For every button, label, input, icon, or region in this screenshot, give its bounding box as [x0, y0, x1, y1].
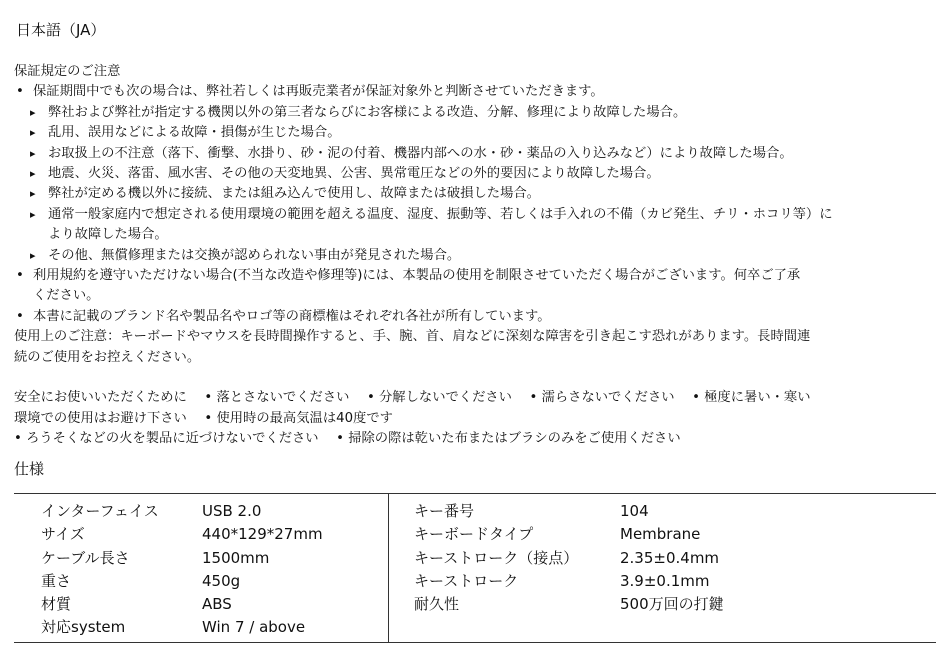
spec-value: Membrane [620, 525, 701, 544]
language-heading: 日本語（JA） [16, 21, 106, 39]
spec-right-labels [414, 500, 578, 616]
spec-value: ABS [202, 595, 232, 614]
warranty-sub-item: ▸ 通常一般家庭内で想定される使用環境の範囲を超える温度、湿度、振動等、若しくは手入れの不備（カビ発生、チリ・ホコリ等）に [14, 205, 939, 225]
spec-label: 材質 [41, 595, 72, 614]
spec-value: 2.35±0.4mm [620, 548, 720, 567]
spec-right-values [620, 500, 724, 616]
safety-line-1: 安全にお使いいただくために • 落とさないでください • 分解しないでください • 濡らさないでください • 極度に暑い・寒い [14, 390, 811, 406]
safety-line-2: 環境での使用はお避け下さい • 使用時の最高気温は40度です [14, 410, 393, 426]
spec-label: キーストローク（接点） [414, 548, 579, 567]
warranty-sub-item: ▸ お取扱上の不注意（落下、衝撃、水掛り、砂・泥の付着、機器内部への水・砂・薬品の入り込みなど）により故障した場合。 [14, 144, 939, 164]
usage-caution-line-1: 使用上のご注意：キーボードやマウスを長時間操作すると、手、腕、首、肩などに深刻な障害を引き起こす恐れがあります。長時間連 [14, 329, 811, 345]
warranty-bullet-2-continued: ください。 [33, 288, 100, 304]
warranty-section [14, 62, 939, 449]
spec-heading: 仕様 [14, 460, 45, 478]
safety-line-3: • ろうそくなどの火を製品に近づけないでください • 掃除の際は乾いた布またはブラシのみをご使用ください [14, 430, 681, 446]
warranty-sub-item: ▸ 弊社が定める機以外に接続、または組み込んで使用し、故障または破損した場合。 [14, 184, 939, 204]
warranty-bullet-3: • 本書に記載のブランド名や製品名やロゴ等の商標権はそれぞれ各社が所有しています。 [14, 307, 939, 327]
spec-label: キーストローク [414, 571, 519, 590]
warranty-heading: 保証規定のご注意 [14, 64, 121, 79]
spec-value: 500万回の打鍵 [620, 595, 724, 614]
spec-value: 3.9±0.1mm [620, 571, 710, 590]
spec-value: Win 7 / above [202, 618, 306, 637]
warranty-bullet-2: • 利用規約を遵守いただけない場合(不当な改造や修理等)には、本製品の使用を制限させていただく場合がございます。何卒ご了承 [14, 266, 939, 286]
spec-label: サイズ [41, 525, 85, 544]
spec-left-values [202, 500, 323, 640]
warranty-sub-item-continued: より故障した場合。 [48, 227, 168, 243]
warranty-bullet-1: • 保証期間中でも次の場合は、弊社若しくは再販売業者が保証対象外と判断させていただきます。 [14, 82, 939, 102]
spec-left-labels [41, 500, 159, 640]
spec-value: 440*129*27mm [202, 525, 323, 544]
warranty-sub-item: ▸ その他、無償修理または交換が認められない事由が発見された場合。 [14, 246, 939, 266]
spec-label: キーボードタイプ [414, 525, 534, 544]
spec-value: USB 2.0 [202, 502, 262, 520]
spec-column-divider [388, 494, 389, 642]
spec-label: 耐久性 [414, 595, 460, 614]
spec-label: 重さ [41, 571, 72, 590]
warranty-sub-item: ▸ 弊社および弊社が指定する機関以外の第三者ならびにお客様による改造、分解、修理により故障した場合。 [14, 103, 939, 123]
spec-label: ケーブル長さ [41, 548, 130, 567]
spec-value: 450g [202, 571, 241, 590]
spec-label: 対応system [41, 618, 126, 637]
usage-caution-line-2: 続のご使用をお控えください。 [14, 349, 201, 365]
spec-value: 104 [620, 502, 649, 520]
spec-label: インターフェイス [41, 502, 159, 520]
spec-table [14, 493, 936, 643]
section-gap [14, 368, 939, 388]
spec-value: 1500mm [202, 548, 270, 567]
spec-label: キー番号 [414, 502, 475, 520]
warranty-sub-item: ▸ 地震、火災、落雷、風水害、その他の天変地異、公害、異常電圧などの外的要因により故障した場合。 [14, 164, 939, 184]
warranty-sub-item: ▸ 乱用、誤用などによる故障・損傷が生じた場合。 [14, 123, 939, 143]
